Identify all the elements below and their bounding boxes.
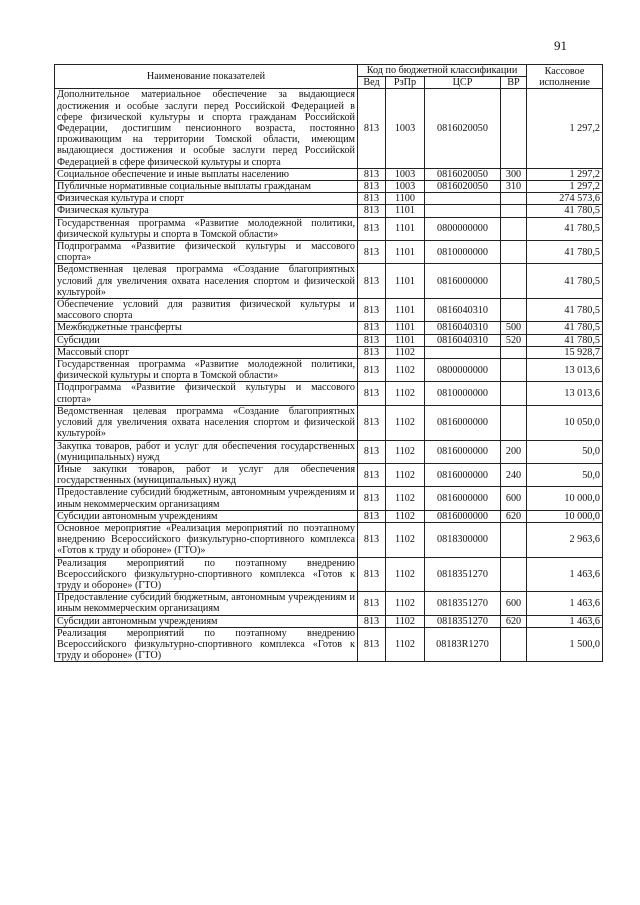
row-ved: 813 bbox=[358, 487, 386, 510]
row-amount: 15 928,7 bbox=[527, 346, 603, 358]
row-name: Физическая культура и спорт bbox=[55, 193, 358, 205]
row-rzpr: 1102 bbox=[386, 627, 425, 662]
table-row bbox=[55, 463, 603, 486]
row-ved: 813 bbox=[358, 463, 386, 486]
row-vr: 600 bbox=[501, 487, 527, 510]
row-csr: 0818351270 bbox=[425, 557, 501, 592]
row-ved: 813 bbox=[358, 522, 386, 557]
row-rzpr: 1102 bbox=[386, 487, 425, 510]
row-amount: 41 780,5 bbox=[527, 205, 603, 217]
row-name: Обеспечение условий для развития физической культуры и массового спорта bbox=[55, 299, 358, 322]
table-row bbox=[55, 168, 603, 180]
row-rzpr: 1101 bbox=[386, 322, 425, 334]
row-ved: 813 bbox=[358, 359, 386, 382]
row-rzpr: 1102 bbox=[386, 510, 425, 522]
row-csr: 0816040310 bbox=[425, 322, 501, 334]
table-row bbox=[55, 382, 603, 405]
row-rzpr: 1102 bbox=[386, 440, 425, 463]
row-rzpr: 1101 bbox=[386, 217, 425, 240]
row-name: Реализация мероприятий по поэтапному внедрению Всероссийского физкультурно-спортивного комплекса «Готов к труду и обороне» (ГТО) bbox=[55, 627, 358, 662]
row-vr bbox=[501, 217, 527, 240]
table-body bbox=[55, 89, 603, 662]
row-vr bbox=[501, 299, 527, 322]
row-csr: 08183R1270 bbox=[425, 627, 501, 662]
table-row bbox=[55, 346, 603, 358]
row-ved: 813 bbox=[358, 181, 386, 193]
row-amount: 41 780,5 bbox=[527, 264, 603, 299]
row-csr: 0818351270 bbox=[425, 615, 501, 627]
row-name: Предоставление субсидий бюджетным, автономным учреждениям и иным некоммерческим организациям bbox=[55, 487, 358, 510]
row-rzpr: 1101 bbox=[386, 334, 425, 346]
row-ved: 813 bbox=[358, 405, 386, 440]
row-amount: 1 297,2 bbox=[527, 168, 603, 180]
row-vr bbox=[501, 627, 527, 662]
row-csr: 0816000000 bbox=[425, 487, 501, 510]
row-amount: 41 780,5 bbox=[527, 241, 603, 264]
row-vr: 600 bbox=[501, 592, 527, 615]
row-vr bbox=[501, 205, 527, 217]
row-amount: 41 780,5 bbox=[527, 299, 603, 322]
row-amount: 1 297,2 bbox=[527, 89, 603, 168]
table-row bbox=[55, 205, 603, 217]
row-rzpr: 1102 bbox=[386, 359, 425, 382]
row-csr bbox=[425, 346, 501, 358]
row-rzpr: 1003 bbox=[386, 181, 425, 193]
header-name: Наименование показателей bbox=[55, 65, 358, 89]
row-rzpr: 1101 bbox=[386, 299, 425, 322]
row-amount: 13 013,6 bbox=[527, 382, 603, 405]
row-rzpr: 1003 bbox=[386, 89, 425, 168]
row-rzpr: 1102 bbox=[386, 405, 425, 440]
row-amount: 50,0 bbox=[527, 463, 603, 486]
row-amount: 41 780,5 bbox=[527, 322, 603, 334]
table-row bbox=[55, 334, 603, 346]
row-vr bbox=[501, 89, 527, 168]
table-row bbox=[55, 487, 603, 510]
row-vr: 240 bbox=[501, 463, 527, 486]
row-csr: 0816000000 bbox=[425, 264, 501, 299]
row-vr: 520 bbox=[501, 334, 527, 346]
row-ved: 813 bbox=[358, 217, 386, 240]
row-rzpr: 1102 bbox=[386, 346, 425, 358]
row-amount: 10 000,0 bbox=[527, 510, 603, 522]
row-ved: 813 bbox=[358, 440, 386, 463]
row-amount: 1 463,6 bbox=[527, 557, 603, 592]
header-amount: Кассовое исполнение bbox=[527, 65, 603, 89]
row-csr bbox=[425, 205, 501, 217]
row-csr: 0816000000 bbox=[425, 405, 501, 440]
budget-table bbox=[54, 64, 603, 662]
row-name: Иные закупки товаров, работ и услуг для обеспечения государственных (муниципальных) нужд bbox=[55, 463, 358, 486]
row-vr bbox=[501, 346, 527, 358]
row-vr: 310 bbox=[501, 181, 527, 193]
row-name: Реализация мероприятий по поэтапному внедрению Всероссийского физкультурно-спортивного комплекса «Готов к труду и обороне» (ГТО) bbox=[55, 557, 358, 592]
row-ved: 813 bbox=[358, 346, 386, 358]
row-vr: 500 bbox=[501, 322, 527, 334]
row-csr: 0816020050 bbox=[425, 89, 501, 168]
header-ved: Вед bbox=[358, 77, 386, 89]
table-row bbox=[55, 193, 603, 205]
row-csr: 0816040310 bbox=[425, 299, 501, 322]
row-amount: 41 780,5 bbox=[527, 334, 603, 346]
page-number: 91 bbox=[554, 38, 567, 53]
row-csr: 0818300000 bbox=[425, 522, 501, 557]
row-csr: 0816020050 bbox=[425, 168, 501, 180]
row-amount: 1 297,2 bbox=[527, 181, 603, 193]
row-csr bbox=[425, 193, 501, 205]
row-vr bbox=[501, 193, 527, 205]
header-csr: ЦСР bbox=[425, 77, 501, 89]
row-rzpr: 1102 bbox=[386, 592, 425, 615]
row-rzpr: 1102 bbox=[386, 557, 425, 592]
row-name: Физическая культура bbox=[55, 205, 358, 217]
row-ved: 813 bbox=[358, 322, 386, 334]
row-csr: 0800000000 bbox=[425, 217, 501, 240]
row-ved: 813 bbox=[358, 205, 386, 217]
row-csr: 0816000000 bbox=[425, 440, 501, 463]
row-rzpr: 1101 bbox=[386, 264, 425, 299]
row-vr bbox=[501, 359, 527, 382]
row-amount: 41 780,5 bbox=[527, 217, 603, 240]
row-ved: 813 bbox=[358, 334, 386, 346]
table-row bbox=[55, 405, 603, 440]
table-row bbox=[55, 557, 603, 592]
row-ved: 813 bbox=[358, 510, 386, 522]
table-row bbox=[55, 440, 603, 463]
row-name: Массовый спорт bbox=[55, 346, 358, 358]
row-rzpr: 1003 bbox=[386, 168, 425, 180]
row-rzpr: 1100 bbox=[386, 193, 425, 205]
row-rzpr: 1102 bbox=[386, 522, 425, 557]
row-name: Основное мероприятие «Реализация мероприятий по поэтапному внедрению Всероссийского физкультурно-спортивного комплекса «Готов к труду и обороне» (ГТО)» bbox=[55, 522, 358, 557]
table-row bbox=[55, 181, 603, 193]
row-vr bbox=[501, 382, 527, 405]
table-row bbox=[55, 322, 603, 334]
row-ved: 813 bbox=[358, 264, 386, 299]
row-amount: 1 463,6 bbox=[527, 592, 603, 615]
row-name: Дополнительное материальное обеспечение за выдающиеся достижения и особые заслуги перед Российской Федерацией в сфере физической культуры и спорта гражданам Российской Федерации, достигшим пенсионного возраста, постоянно проживающим на территории Томской области, имеющим выдающиеся достижения и особые заслуги перед Российской Федерацией в сфере физической культуры и спорта bbox=[55, 89, 358, 168]
row-ved: 813 bbox=[358, 627, 386, 662]
header-vr: ВР bbox=[501, 77, 527, 89]
row-name: Предоставление субсидий бюджетным, автономным учреждениям и иным некоммерческим организациям bbox=[55, 592, 358, 615]
row-name: Государственная программа «Развитие молодежной политики, физической культуры и спорта в Томской области» bbox=[55, 217, 358, 240]
row-name: Субсидии автономным учреждениям bbox=[55, 615, 358, 627]
table-row bbox=[55, 217, 603, 240]
row-csr: 0818351270 bbox=[425, 592, 501, 615]
row-amount: 10 000,0 bbox=[527, 487, 603, 510]
row-ved: 813 bbox=[358, 557, 386, 592]
row-name: Закупка товаров, работ и услуг для обеспечения государственных (муниципальных) нужд bbox=[55, 440, 358, 463]
row-rzpr: 1102 bbox=[386, 382, 425, 405]
table-row bbox=[55, 615, 603, 627]
row-vr bbox=[501, 264, 527, 299]
row-ved: 813 bbox=[358, 615, 386, 627]
row-name: Субсидии автономным учреждениям bbox=[55, 510, 358, 522]
row-name: Ведомственная целевая программа «Создание благоприятных условий для увеличения охвата населения спортом и физической культурой» bbox=[55, 405, 358, 440]
row-rzpr: 1101 bbox=[386, 205, 425, 217]
row-vr bbox=[501, 405, 527, 440]
row-ved: 813 bbox=[358, 89, 386, 168]
row-amount: 13 013,6 bbox=[527, 359, 603, 382]
table-row bbox=[55, 241, 603, 264]
row-csr: 0810000000 bbox=[425, 241, 501, 264]
row-name: Публичные нормативные социальные выплаты гражданам bbox=[55, 181, 358, 193]
row-rzpr: 1102 bbox=[386, 615, 425, 627]
row-amount: 1 500,0 bbox=[527, 627, 603, 662]
row-ved: 813 bbox=[358, 193, 386, 205]
row-name: Социальное обеспечение и иные выплаты населению bbox=[55, 168, 358, 180]
row-name: Подпрограмма «Развитие физической культуры и массового спорта» bbox=[55, 382, 358, 405]
row-ved: 813 bbox=[358, 592, 386, 615]
row-vr: 620 bbox=[501, 615, 527, 627]
row-name: Государственная программа «Развитие молодежной политики, физической культуры и спорта в Томской области» bbox=[55, 359, 358, 382]
row-name: Подпрограмма «Развитие физической культуры и массового спорта» bbox=[55, 241, 358, 264]
header-code-group: Код по бюджетной классификации bbox=[358, 65, 527, 77]
row-csr: 0816000000 bbox=[425, 510, 501, 522]
header-rzpr: РзПр bbox=[386, 77, 425, 89]
row-ved: 813 bbox=[358, 241, 386, 264]
row-ved: 813 bbox=[358, 299, 386, 322]
row-amount: 274 573,6 bbox=[527, 193, 603, 205]
row-vr: 200 bbox=[501, 440, 527, 463]
row-vr bbox=[501, 557, 527, 592]
row-name: Ведомственная целевая программа «Создание благоприятных условий для увеличения охвата населения спортом и физической культурой» bbox=[55, 264, 358, 299]
table-row bbox=[55, 510, 603, 522]
row-amount: 2 963,6 bbox=[527, 522, 603, 557]
row-ved: 813 bbox=[358, 382, 386, 405]
row-name: Межбюджетные трансферты bbox=[55, 322, 358, 334]
row-rzpr: 1101 bbox=[386, 241, 425, 264]
row-amount: 50,0 bbox=[527, 440, 603, 463]
table-row bbox=[55, 264, 603, 299]
row-csr: 0816000000 bbox=[425, 463, 501, 486]
row-amount: 10 050,0 bbox=[527, 405, 603, 440]
row-vr: 620 bbox=[501, 510, 527, 522]
row-amount: 1 463,6 bbox=[527, 615, 603, 627]
table-row bbox=[55, 627, 603, 662]
row-csr: 0816040310 bbox=[425, 334, 501, 346]
row-rzpr: 1102 bbox=[386, 463, 425, 486]
table-row bbox=[55, 89, 603, 168]
row-vr bbox=[501, 241, 527, 264]
row-vr bbox=[501, 522, 527, 557]
row-csr: 0816020050 bbox=[425, 181, 501, 193]
row-csr: 0800000000 bbox=[425, 359, 501, 382]
table-row bbox=[55, 522, 603, 557]
header-row-top bbox=[55, 65, 603, 77]
row-csr: 0810000000 bbox=[425, 382, 501, 405]
table-row bbox=[55, 359, 603, 382]
row-ved: 813 bbox=[358, 168, 386, 180]
row-vr: 300 bbox=[501, 168, 527, 180]
row-name: Субсидии bbox=[55, 334, 358, 346]
table-row bbox=[55, 592, 603, 615]
table-row bbox=[55, 299, 603, 322]
